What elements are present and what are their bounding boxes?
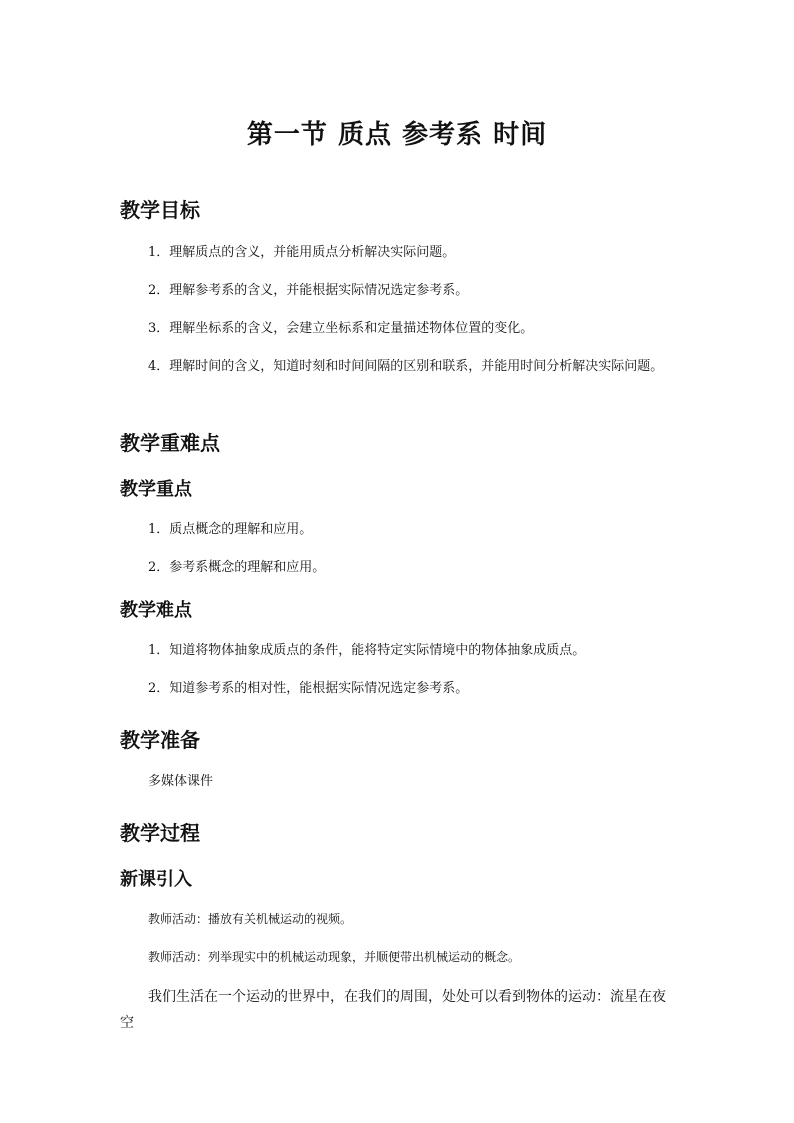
heading-key-difficult-points: 教学重难点 <box>120 431 220 455</box>
heading-key-points: 教学重点 <box>120 479 192 500</box>
key-point-item-2: 2．参考系概念的理解和应用。 <box>148 560 326 575</box>
heading-teaching-prep: 教学准备 <box>120 728 200 752</box>
key-point-item-1: 1．质点概念的理解和应用。 <box>148 522 313 537</box>
goal-item-2: 2．理解参考系的含义，并能根据实际情况选定参考系。 <box>148 283 469 298</box>
difficult-point-item-2: 2．知道参考系的相对性，能根据实际情况选定参考系。 <box>148 681 469 696</box>
goal-item-1: 1．理解质点的含义，并能用质点分析解决实际问题。 <box>148 245 456 260</box>
intro-paragraph: 我们生活在一个运动的世界中，在我们的周围，处处可以看到物体的运动：流星在夜空 <box>120 989 666 1031</box>
heading-difficult-points: 教学难点 <box>120 600 192 621</box>
heading-teaching-process: 教学过程 <box>120 821 200 845</box>
goal-item-3: 3．理解坐标系的含义，会建立坐标系和定量描述物体位置的变化。 <box>148 321 534 336</box>
teacher-activity-2: 教师活动：列举现实中的机械运动现象，并顺便带出机械运动的概念。 <box>148 950 521 964</box>
heading-teaching-goals: 教学目标 <box>120 198 200 222</box>
heading-lesson-intro: 新课引入 <box>120 869 192 890</box>
goal-item-4: 4．理解时间的含义，知道时刻和时间间隔的区别和联系，并能用时间分析解决实际问题。 <box>148 359 664 374</box>
difficult-point-item-1: 1．知道将物体抽象成质点的条件，能将特定实际情境中的物体抽象成质点。 <box>148 643 586 658</box>
teacher-activity-1: 教师活动：播放有关机械运动的视频。 <box>148 912 353 926</box>
page-title: 第一节 质点 参考系 时间 <box>246 120 548 150</box>
prep-text: 多媒体课件 <box>148 774 214 789</box>
